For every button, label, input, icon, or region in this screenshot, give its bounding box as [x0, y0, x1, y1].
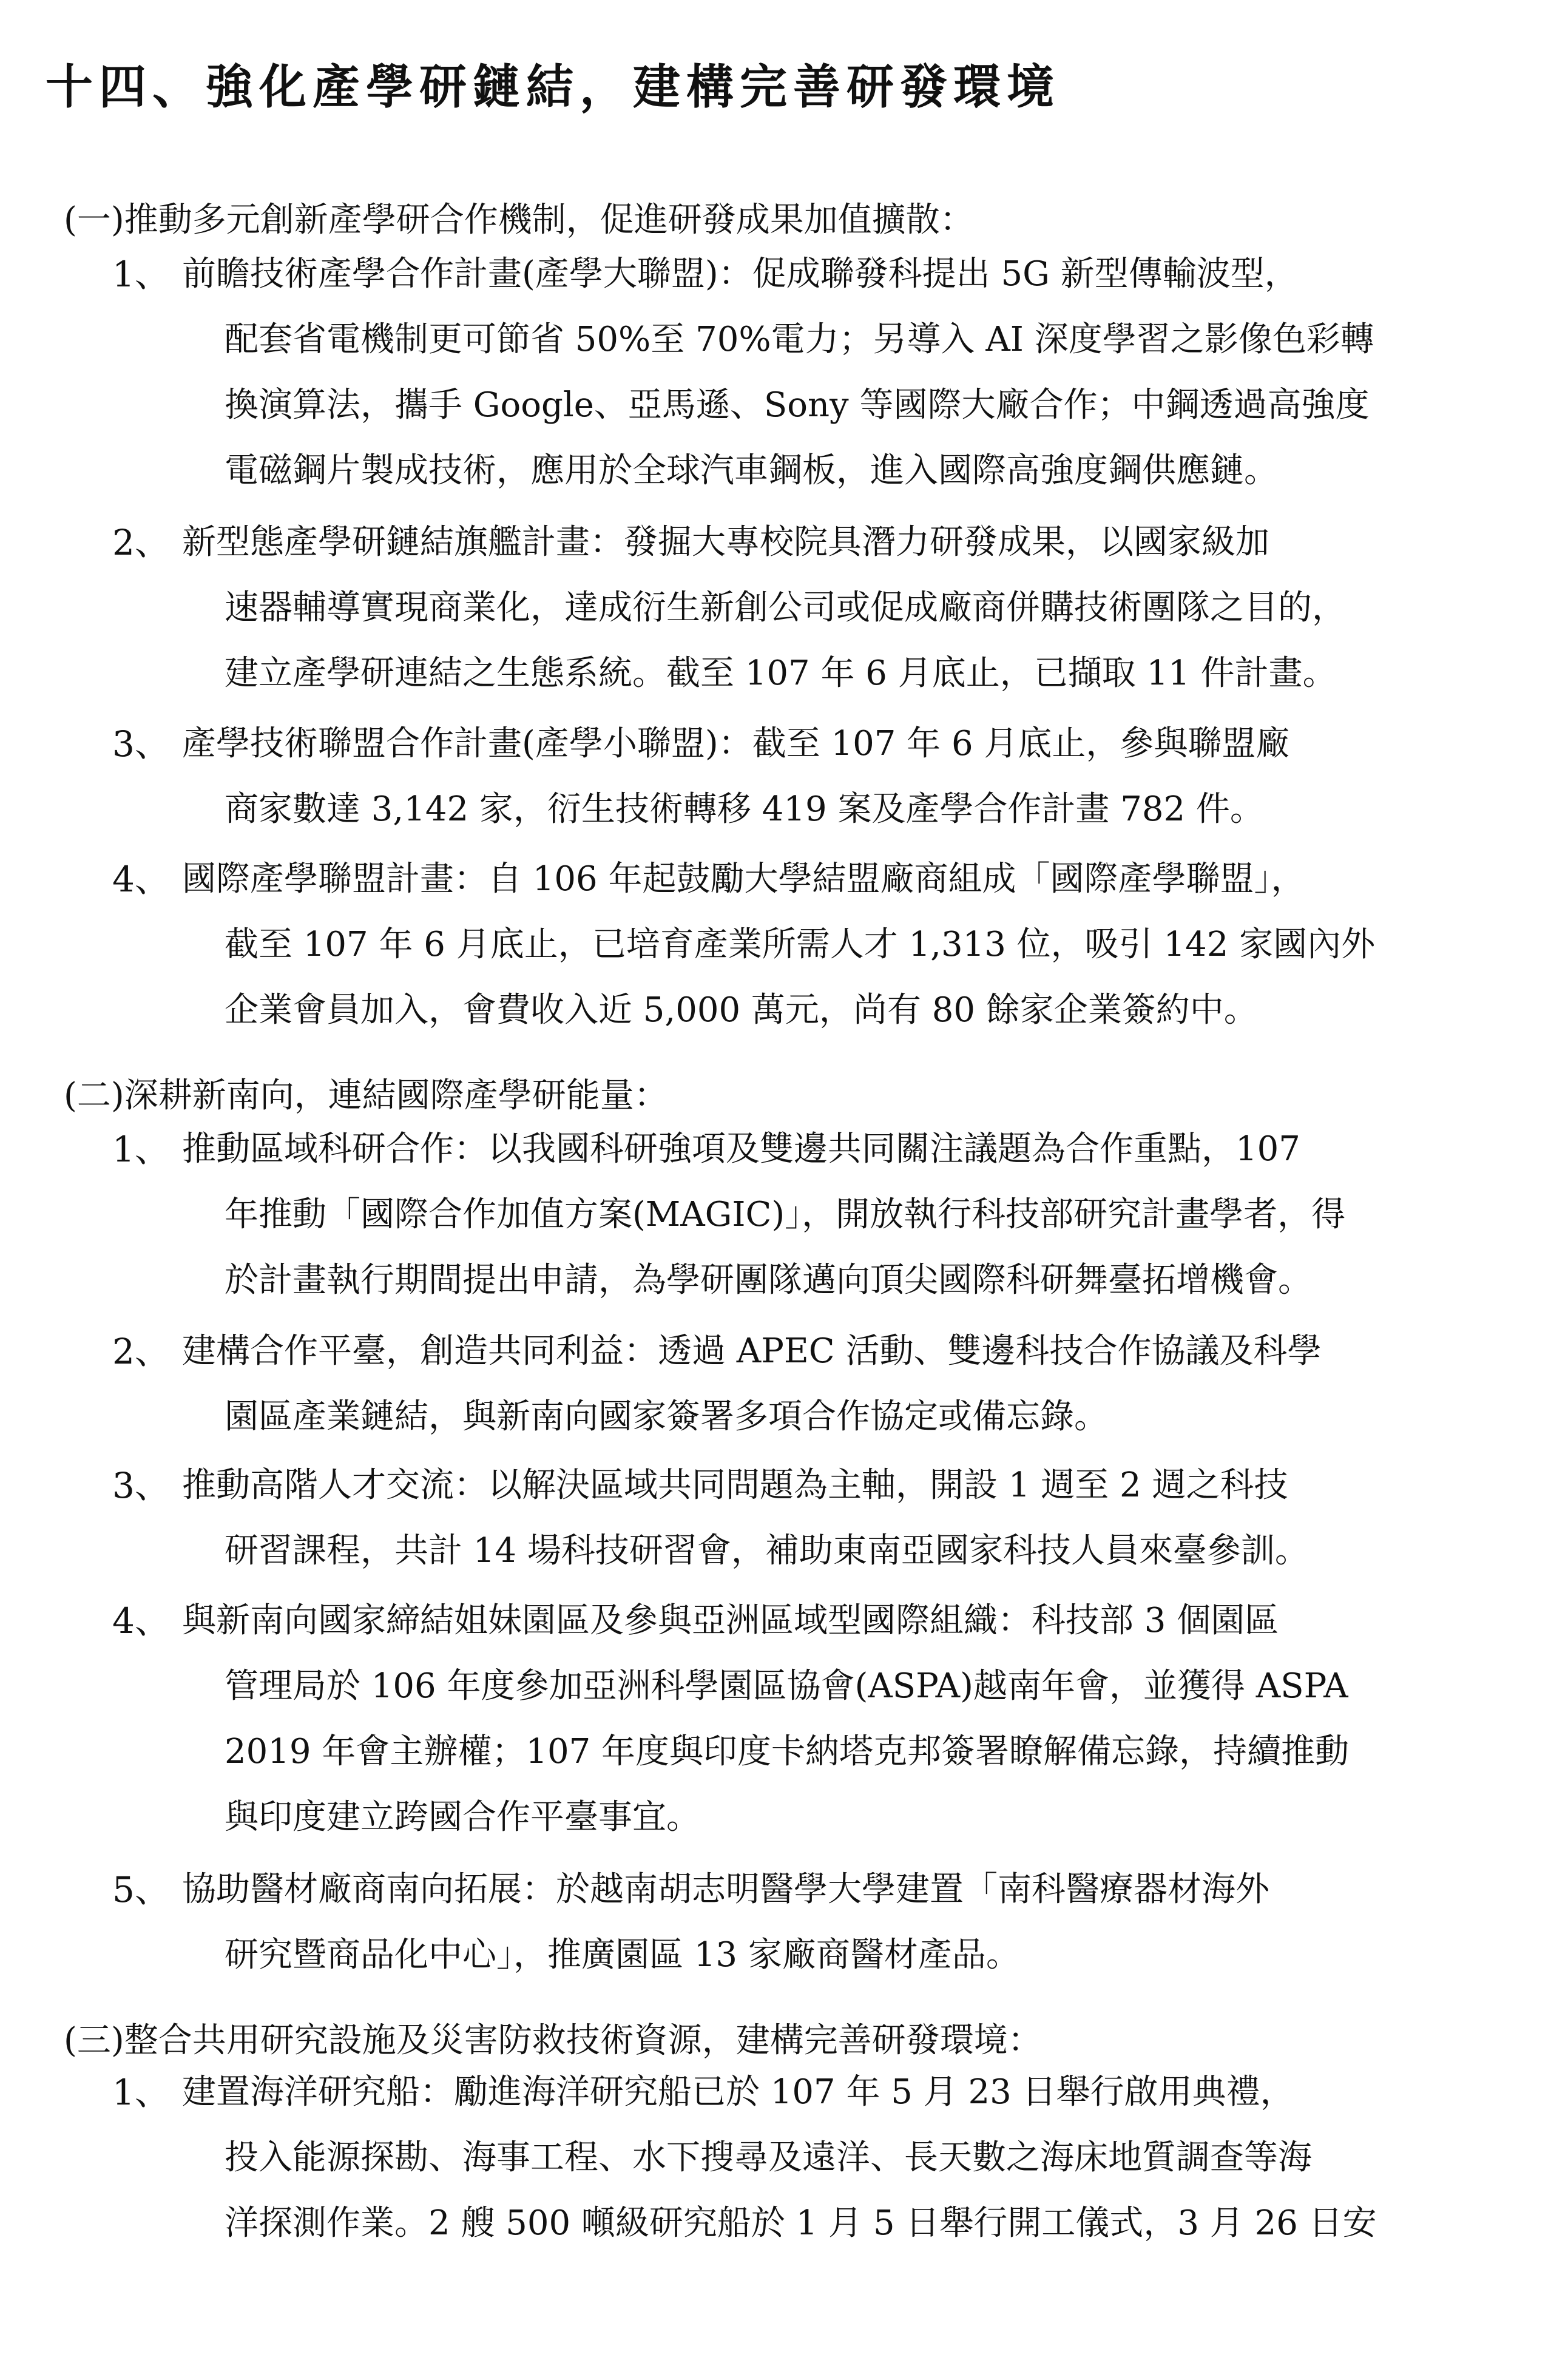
section-heading-3: (三)整合共用研究設施及災害防救技術資源，建構完善研發環境： [64, 2021, 1042, 2060]
text-line: 研究暨商品化中心」，推廣園區 13 家廠商醫材產品。 [225, 1935, 1020, 1975]
text-line: 管理局於 106 年度參加亞洲科學園區協會(ASPA)越南年會，並獲得 ASPA [225, 1666, 1348, 1706]
text-line: 電磁鋼片製成技術，應用於全球汽車鋼板，進入國際高強度鋼供應鏈。 [225, 451, 1278, 490]
item-text [182, 847, 1493, 1043]
text-line: 產學技術聯盟合作計畫(產學小聯盟)：截至 107 年 6 月底止，參與聯盟廠 [182, 724, 1290, 763]
item-number: 4、 [112, 859, 170, 900]
item-text [182, 1319, 1493, 1450]
item-number: 1、 [112, 1129, 170, 1170]
text-line: 研習課程，共計 14 場科技研習會，補助東南亞國家科技人員來臺參訓。 [225, 1531, 1309, 1571]
text-line: 前瞻技術產學合作計畫(產學大聯盟)：促成聯發科提出 5G 新型傳輸波型， [182, 254, 1299, 294]
text-line: 與印度建立跨國合作平臺事宜。 [225, 1797, 700, 1837]
text-line: 推動高階人才交流：以解決區域共同問題為主軸，開設 1 週至 2 週之科技 [182, 1466, 1288, 1505]
item-text [182, 711, 1493, 842]
text-line: 於計畫執行期間提出申請，為學研團隊邁向頂尖國際科研舞臺拓增機會。 [225, 1260, 1312, 1300]
item-text [182, 1117, 1493, 1313]
text-line: 年推動「國際合作加值方案(MAGIC)」，開放執行科技部研究計畫學者，得 [225, 1195, 1346, 1234]
text-line: 配套省電機制更可節省 50%至 70%電力；另導入 AI 深度學習之影像色彩轉 [225, 320, 1374, 359]
text-line: 2019 年會主辦權；107 年度與印度卡納塔克邦簽署瞭解備忘錄，持續推動 [225, 1732, 1350, 1771]
item-number: 3、 [112, 723, 170, 765]
text-line: 協助醫材廠商南向拓展：於越南胡志明醫學大學建置「南科醫療器材海外 [182, 1870, 1269, 1909]
text-line: 速器輔導實現商業化，達成衍生新創公司或促成廠商併購技術團隊之目的， [225, 588, 1346, 627]
text-line: 建構合作平臺，創造共同利益：透過 APEC 活動、雙邊科技合作協議及科學 [182, 1331, 1322, 1371]
item-number: 2、 [112, 1331, 170, 1372]
text-line: 投入能源探勘、海事工程、水下搜尋及遠洋、長天數之海床地質調查等海 [225, 2138, 1312, 2177]
item-number: 3、 [112, 1465, 170, 1506]
item-number: 2、 [112, 522, 170, 563]
section-heading-2: (二)深耕新南向，連結國際產學研能量： [64, 1076, 668, 1115]
item-number: 1、 [112, 254, 170, 295]
item-text [182, 242, 1493, 504]
text-line: 截至 107 年 6 月底止，已培育產業所需人才 1,313 位，吸引 142 家國內外 [225, 925, 1376, 964]
text-line: 園區產業鏈結，與新南向國家簽署多項合作協定或備忘錄。 [225, 1397, 1108, 1436]
item-text [182, 2060, 1493, 2256]
item-text [182, 1453, 1493, 1584]
item-text [182, 510, 1493, 706]
page-title: 十四、強化產學研鏈結，建構完善研發環境 [46, 59, 1061, 115]
text-line: 商家數達 3,142 家，衍生技術轉移 419 案及產學合作計畫 782 件。 [225, 789, 1264, 829]
text-line: 洋探測作業。2 艘 500 噸級研究船於 1 月 5 日舉行開工儀式，3 月 26 日安 [225, 2203, 1377, 2243]
item-text [182, 1857, 1493, 1988]
text-line: 新型態產學研鏈結旗艦計畫：發掘大專校院具潛力研發成果，以國家級加 [182, 522, 1269, 562]
text-line: 換演算法，攜手 Google、亞馬遜、Sony 等國際大廠合作；中鋼透過高強度 [225, 385, 1370, 425]
item-text [182, 1588, 1493, 1850]
section-heading-1: (一)推動多元創新產學研合作機制，促進研發成果加值擴散： [64, 200, 974, 240]
text-line: 建置海洋研究船：勵進海洋研究船已於 107 年 5 月 23 日舉行啟用典禮， [182, 2072, 1294, 2112]
text-line: 與新南向國家締結姐妹園區及參與亞洲區域型國際組織：科技部 3 個園區 [182, 1601, 1279, 1640]
text-line: 建立產學研連結之生態系統。截至 107 年 6 月底止，已擷取 11 件計畫。 [225, 654, 1337, 693]
item-number: 5、 [112, 1869, 170, 1910]
item-number: 1、 [112, 2072, 170, 2113]
item-number: 4、 [112, 1600, 170, 1642]
text-line: 推動區域科研合作：以我國科研強項及雙邊共同關注議題為合作重點，107 [182, 1129, 1300, 1169]
text-line: 企業會員加入，會費收入近 5,000 萬元，尚有 80 餘家企業簽約中。 [225, 990, 1258, 1030]
text-line: 國際產學聯盟計畫：自 106 年起鼓勵大學結盟廠商組成「國際產學聯盟」， [182, 859, 1305, 899]
